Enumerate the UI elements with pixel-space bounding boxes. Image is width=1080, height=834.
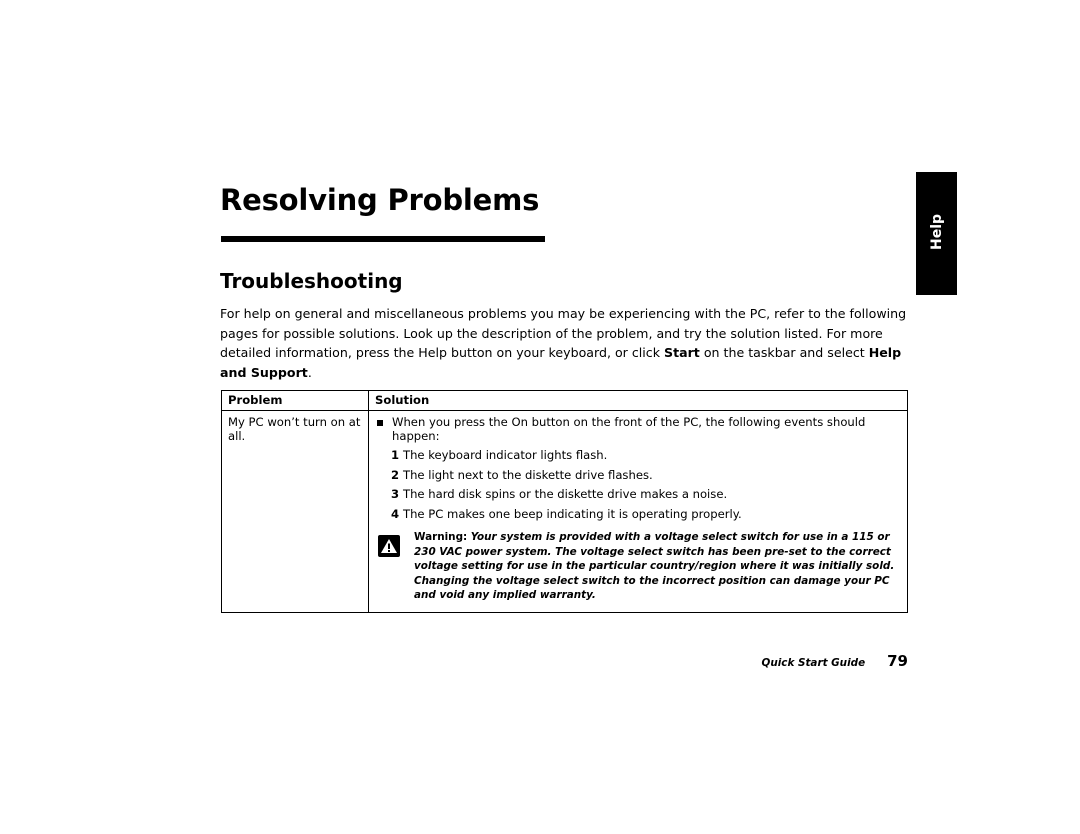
solution-cell: [369, 411, 908, 613]
list-item: [375, 488, 901, 502]
header-solution: Solution: [369, 391, 908, 411]
table-row: [222, 411, 908, 613]
warning-block: [375, 530, 901, 603]
intro-paragraph: [220, 304, 910, 382]
step-text: The light next to the diskette drive flashes.: [403, 467, 653, 482]
intro-text-3: .: [307, 364, 312, 380]
problem-cell: My PC won’t turn on at all.: [222, 411, 369, 613]
list-item: [375, 469, 901, 483]
warning-label: Warning:: [414, 531, 468, 543]
intro-text-2: on the taskbar and select: [699, 345, 869, 361]
table-header-row: [222, 391, 908, 411]
warning-icon: [378, 535, 400, 557]
help-side-tab: [916, 172, 957, 295]
page-footer: [740, 652, 908, 670]
intro-start-emphasis: Start: [664, 345, 700, 361]
step-number: 3: [391, 487, 400, 501]
side-tab-label: Help: [928, 213, 945, 251]
troubleshooting-table: [221, 390, 908, 613]
section-title: Troubleshooting: [220, 269, 403, 293]
footer-guide-title: Quick Start Guide: [761, 657, 866, 669]
warning-body: Your system is provided with a voltage select switch for use in a 115 or 230 VAC power system. The voltage select switch has been pre-set to the correct voltage setting for use in the particular country/region where it was initially sold. Changing the voltage select switch to the incorrect position can damage your PC and void any implied warranty.: [414, 531, 895, 602]
warning-text: [414, 530, 901, 603]
header-problem: Problem: [222, 391, 369, 411]
bullet-square-icon: [377, 420, 383, 426]
list-item: [375, 449, 901, 463]
intro-help-support-emphasis: Help and Support: [220, 345, 902, 380]
page-number: 79: [887, 652, 908, 670]
event-list: [375, 449, 901, 521]
title-underline: [221, 236, 545, 242]
step-number: 2: [391, 467, 400, 482]
step-text: The hard disk spins or the diskette drive makes a noise.: [403, 487, 728, 501]
step-number: 1: [391, 448, 400, 462]
step-text: The keyboard indicator lights flash.: [403, 448, 608, 462]
solution-bullet: [375, 416, 901, 443]
page-title: Resolving Problems: [220, 183, 540, 217]
step-number: 4: [391, 506, 400, 521]
step-text: The PC makes one beep indicating it is operating properly.: [403, 506, 742, 521]
solution-intro: When you press the On button on the front of the PC, the following events should happen:: [392, 415, 866, 443]
intro-text-1: For help on general and miscellaneous problems you may be experiencing with the PC, refer to the following pages for possible solutions. Look up the description of the problem, and try the solution listed. For more detailed information, press the Help button on your keyboard, or click: [220, 306, 907, 361]
list-item: [375, 508, 901, 522]
